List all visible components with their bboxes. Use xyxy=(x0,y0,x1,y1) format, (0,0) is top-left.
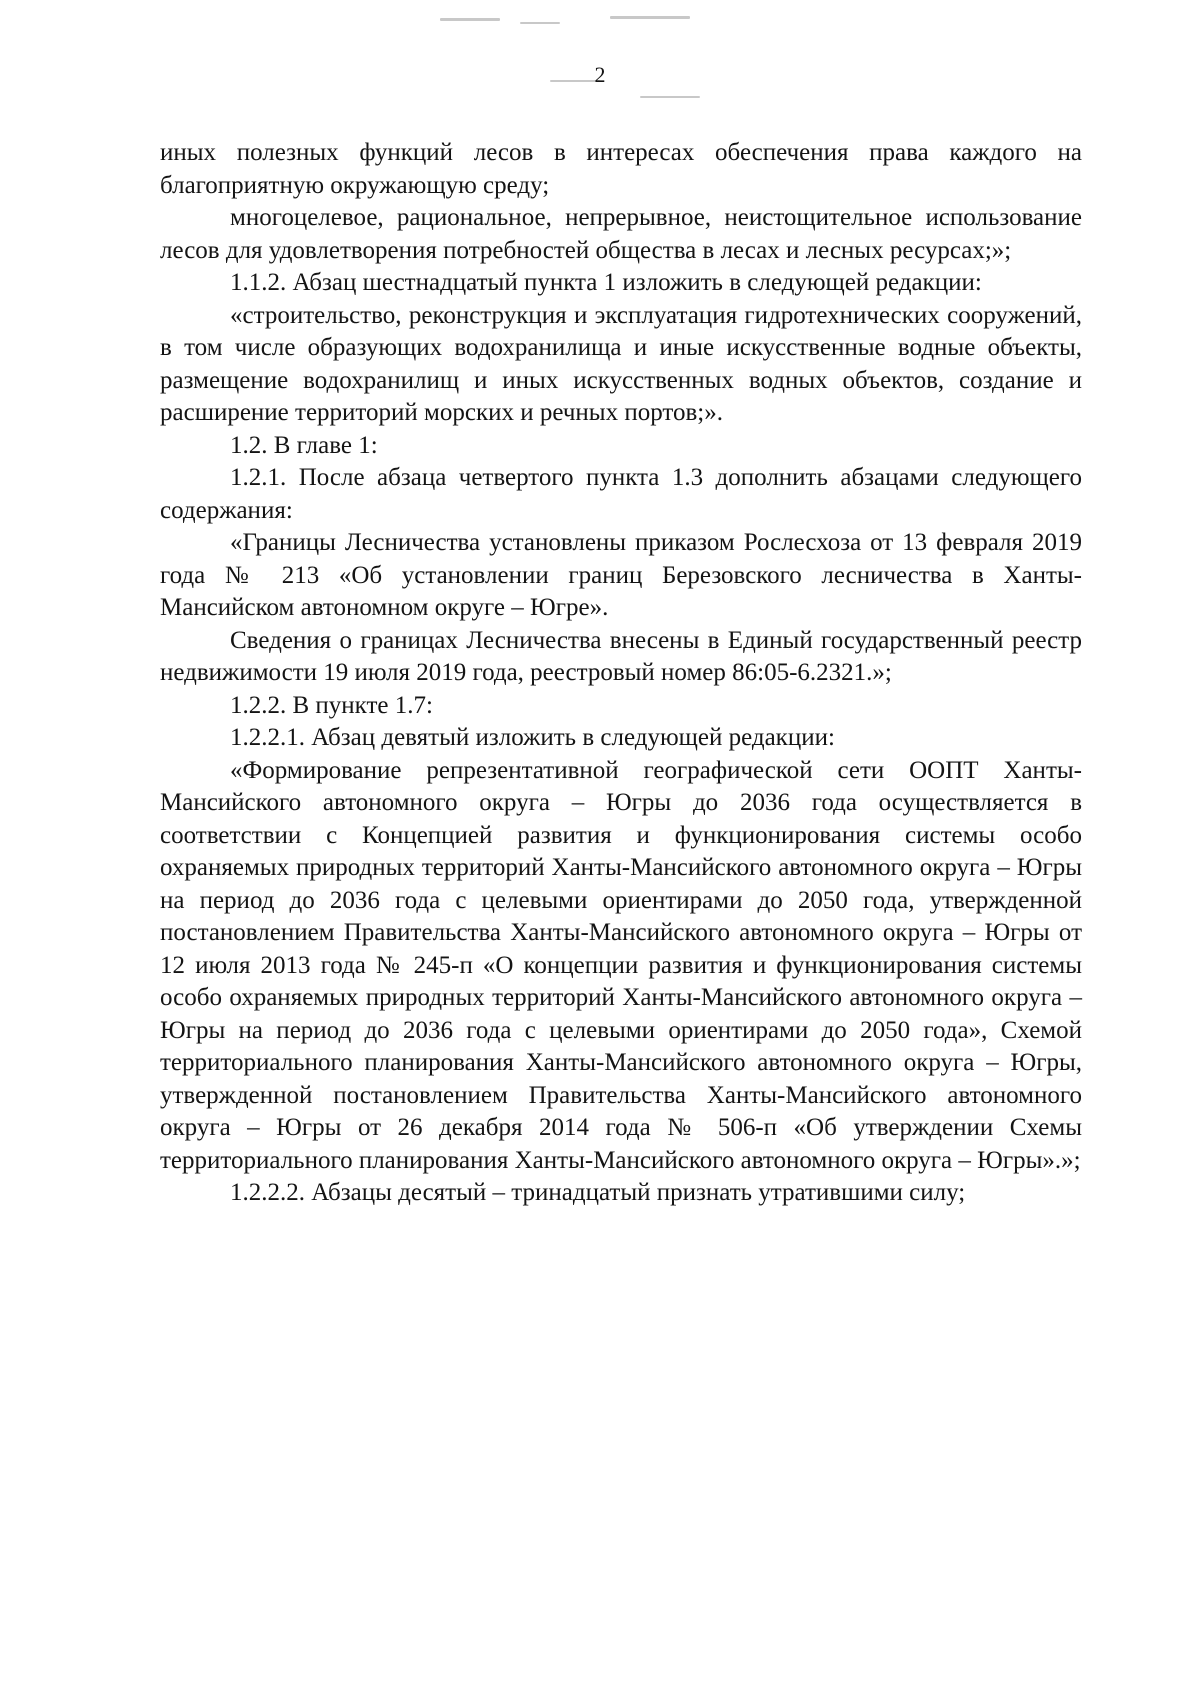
paragraph: 1.2.1. После абзаца четвертого пункта 1.3 дополнить абзацами следующего содержания: xyxy=(160,464,1082,524)
scan-noise xyxy=(440,18,500,21)
paragraph: 1.2.2. В пункте 1.7: xyxy=(230,691,433,719)
scan-noise xyxy=(640,96,700,98)
paragraph: многоцелевое, рациональное, непрерывное, неистощительное использование лесов для удовлетворения потребностей общества в лесах и лесных ресурсах;»; xyxy=(160,204,1082,264)
page-number: 2 xyxy=(594,62,606,87)
paragraph: 1.1.2. Абзац шестнадцатый пункта 1 изложить в следующей редакции: xyxy=(230,269,982,296)
paragraph: 1.2. В главе 1: xyxy=(230,431,378,459)
scan-noise xyxy=(610,16,690,19)
paragraph: «Границы Лесничества установлены приказом Рослесхоза от 13 февраля 2019 года № 213 «Об установлении границ Березовского лесничества в Ханты-Мансийском автономном округе – Югре». xyxy=(160,529,1082,621)
paragraph: «строительство, реконструкция и эксплуатация гидротехнических сооружений, в том числе образующих водохранилища и иные искусственные водные объекты, размещение водохранилищ и иных искусственных водных объектов, создание и расширение территорий морских и речных портов;». xyxy=(160,301,1082,426)
paragraph: 1.2.2.1. Абзац девятый изложить в следующей редакции: xyxy=(230,724,835,751)
scan-noise xyxy=(520,22,560,24)
document-body xyxy=(160,137,1082,1210)
paragraph: 1.2.2.2. Абзацы десятый – тринадцатый признать утратившими силу; xyxy=(230,1179,966,1206)
paragraph: «Формирование репрезентативной географической сети ООПТ Ханты-Мансийского автономного округа – Югры до 2036 года осуществляется в соответствии с Концепцией развития и функционирования системы особо охраняемых природных территорий Ханты-Мансийского автономного округа – Югры на период до 2036 года с целевыми ориентирами до 2050 года, утвержденной постановлением Правительства Ханты-Мансийского автономного округа – Югры от 12 июля 2013 года № 245-п «О концепции развития и функционирования системы особо охраняемых природных территорий Ханты-Мансийского автономного округа – Югры на период до 2036 года с целевыми ориентирами до 2050 года», Схемой территориального планирования Ханты-Мансийского автономного округа – Югры, утвержденной постановлением Правительства Ханты-Мансийского автономного округа – Югры от 26 декабря 2014 года № 506-п «Об утверждении Схемы территориального планирования Ханты-Мансийского автономного округа – Югры».»; xyxy=(160,756,1082,1174)
paragraph: иных полезных функций лесов в интересах обеспечения права каждого на благоприятную окружающую среду; xyxy=(160,139,1082,199)
paragraph: Сведения о границах Лесничества внесены в Единый государственный реестр недвижимости 19 июля 2019 года, реестровый номер 86:05-6.2321.»; xyxy=(160,626,1082,686)
